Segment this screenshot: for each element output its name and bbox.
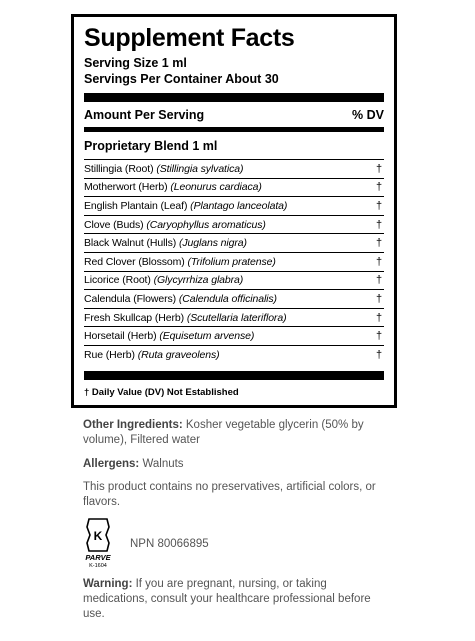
ingredient-common-name: Stillingia (Root) xyxy=(84,162,157,175)
ingredient-latin-name: (Plantago lanceolata) xyxy=(190,199,288,212)
ingredient-name xyxy=(84,274,243,286)
ingredient-common-name: English Plantain (Leaf) xyxy=(84,199,191,212)
ingredient-row xyxy=(84,272,384,291)
servings-per-container: Servings Per Container About 30 xyxy=(84,72,279,86)
amount-per-serving-label: Amount Per Serving xyxy=(84,108,205,122)
ingredient-row xyxy=(84,234,384,253)
ingredient-common-name: Red Clover (Blossom) xyxy=(84,255,188,268)
ingredient-row xyxy=(84,160,384,179)
proprietary-blend: Proprietary Blend 1 ml xyxy=(84,139,218,153)
ingredient-latin-name: (Ruta graveolens) xyxy=(137,349,220,362)
ingredient-row xyxy=(84,253,384,272)
npn-number: NPN 80066895 xyxy=(130,538,209,550)
ingredient-name xyxy=(84,312,286,324)
ingredient-latin-name: (Calendula officinalis) xyxy=(178,292,277,305)
ingredient-common-name: Rue (Herb) xyxy=(84,349,138,362)
dv-header: % DV xyxy=(352,108,384,122)
dv-footnote: † Daily Value (DV) Not Established xyxy=(84,386,239,398)
ingredient-common-name: Licorice (Root) xyxy=(84,274,154,287)
ingredient-common-name: Black Walnut (Hulls) xyxy=(84,237,179,250)
ingredient-latin-name: (Scutellaria lateriflora) xyxy=(186,311,287,324)
ingredient-list xyxy=(84,160,384,365)
kosher-parve-icon xyxy=(84,517,112,567)
allergens xyxy=(83,457,393,472)
other-ingredients xyxy=(83,418,393,448)
preservatives-note: This product contains no preservatives, artificial colors, or flavors. xyxy=(83,481,376,508)
ingredient-row xyxy=(84,327,384,346)
ingredient-dv: † xyxy=(375,199,382,212)
warning-label: Warning: xyxy=(83,578,133,590)
ingredient-dv: † xyxy=(375,218,382,231)
ingredient-name xyxy=(84,256,276,268)
ingredient-row xyxy=(84,197,384,216)
ingredient-row xyxy=(84,216,384,235)
ingredient-dv: † xyxy=(375,181,382,194)
ingredient-latin-name: (Equisetum arvense) xyxy=(159,330,255,343)
ingredient-name xyxy=(84,237,247,249)
other-ingredients-text: Kosher vegetable glycerin (50% by volume), Filtered water xyxy=(83,419,364,446)
ingredient-dv: † xyxy=(375,311,382,324)
ingredient-dv: † xyxy=(375,237,382,250)
ingredient-name xyxy=(84,330,254,342)
ingredient-name xyxy=(84,163,243,175)
ingredient-row xyxy=(84,179,384,198)
ingredient-latin-name: (Leonurus cardiaca) xyxy=(170,181,262,194)
allergens-label: Allergens: xyxy=(83,458,140,470)
allergens-text: Walnuts xyxy=(139,458,184,470)
ingredient-name xyxy=(84,293,277,305)
ingredient-dv: † xyxy=(375,162,382,175)
warning xyxy=(83,577,393,622)
ingredient-name xyxy=(84,349,220,361)
ingredient-row xyxy=(84,309,384,328)
kosher-parve-text: PARVE xyxy=(85,553,111,562)
thick-divider-bottom xyxy=(84,371,384,380)
ingredient-common-name: Horsetail (Herb) xyxy=(84,330,160,343)
thick-divider xyxy=(84,93,384,102)
ingredient-row xyxy=(84,346,384,365)
ingredient-common-name: Motherwort (Herb) xyxy=(84,181,171,194)
other-ingredients-label: Other Ingredients: xyxy=(83,419,183,431)
ingredient-latin-name: (Glycyrrhiza glabra) xyxy=(153,274,244,287)
ingredient-name xyxy=(84,219,266,231)
ingredient-common-name: Fresh Skullcap (Herb) xyxy=(84,311,187,324)
facts-title: Supplement Facts xyxy=(84,24,295,52)
ingredient-latin-name: (Juglans nigra) xyxy=(178,237,247,250)
ingredient-dv: † xyxy=(375,349,382,362)
ingredient-dv: † xyxy=(375,274,382,287)
ingredient-dv: † xyxy=(375,255,382,268)
ingredient-latin-name: (Caryophyllus aromaticus) xyxy=(146,218,266,231)
ingredient-common-name: Calendula (Flowers) xyxy=(84,292,179,305)
ingredient-dv: † xyxy=(375,292,382,305)
ingredient-latin-name: (Stillingia sylvatica) xyxy=(156,162,244,175)
ingredient-dv: † xyxy=(375,330,382,343)
ingredient-common-name: Clove (Buds) xyxy=(84,218,147,231)
warning-text: If you are pregnant, nursing, or taking medications, consult your healthcare professional before use. xyxy=(83,578,371,620)
ingredient-name xyxy=(84,181,262,193)
amount-header-row xyxy=(84,102,384,127)
kosher-code: K-1604 xyxy=(89,563,107,567)
ingredient-latin-name: (Trifolium pratense) xyxy=(187,255,276,268)
serving-size: Serving Size 1 ml xyxy=(84,56,187,70)
kosher-letter: K xyxy=(93,529,103,543)
supplement-facts-panel xyxy=(71,14,397,408)
ingredient-name xyxy=(84,200,287,212)
ingredient-row xyxy=(84,290,384,309)
